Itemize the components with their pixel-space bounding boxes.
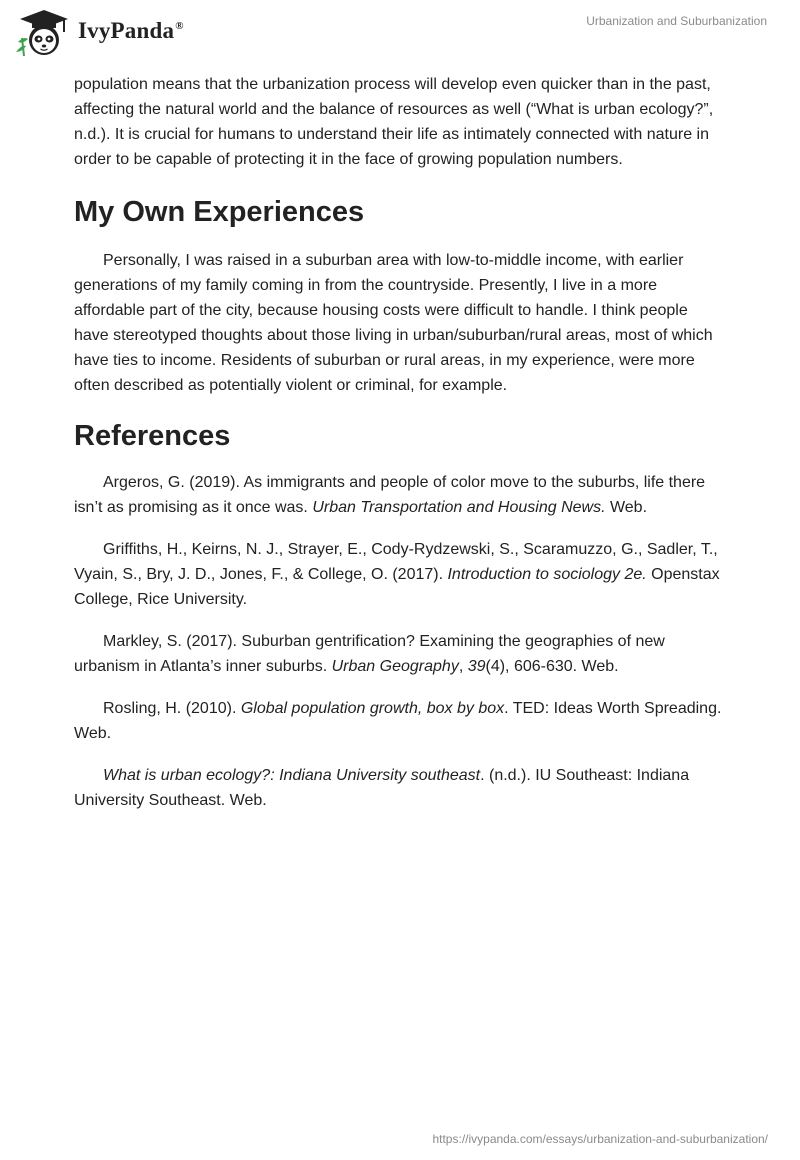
ivypanda-logo[interactable]: [14, 8, 204, 58]
brand-text: IvyPanda: [78, 18, 175, 43]
source-url-link[interactable]: https://ivypanda.com/essays/urbanization-and-suburbanization/: [432, 1132, 768, 1146]
panda-graduate-icon: [14, 8, 74, 58]
page-header: [0, 0, 800, 66]
ref-text: Griffiths, H., Keirns, N. J., Strayer, E., Cody-Rydzewski, S., Scaramuzzo, G., Sadler, T., Vyain, S., Bry, J. D., Jones, F., & College, O. (2017).: [74, 541, 718, 583]
ref-source-title: Urban Transportation and Housing News.: [312, 499, 606, 516]
reference-markley: [74, 629, 724, 679]
running-title: Urbanization and Suburbanization: [586, 14, 767, 28]
essay-content: [74, 72, 724, 830]
ref-text: Argeros, G. (2019). As immigrants and people of color move to the suburbs, life there isn’t as promising as it once was.: [74, 474, 706, 516]
reference-griffiths: [74, 537, 724, 612]
ref-source-title: Introduction to sociology 2e.: [447, 566, 647, 583]
ref-tail: (4), 606-630. Web.: [485, 658, 619, 675]
ref-separator: ,: [458, 658, 468, 675]
registered-mark: ®: [175, 20, 184, 33]
intro-paragraph: population means that the urbanization process will develop even quicker than in the past, affecting the natural world and the balance of resources as well (“What is urban ecology?”, n.d.). It is crucial for humans to understand their life as intimately connected with nature in order to be capable of protecting it in the face of growing population numbers.: [74, 76, 714, 168]
brand-name: [78, 18, 184, 44]
reference-rosling: [74, 696, 724, 746]
ref-source-title: What is urban ecology?: Indiana University southeast: [103, 767, 481, 784]
ref-tail: . (n.d.). IU Southeast: Indiana University Southeast. Web.: [74, 767, 690, 809]
reference-urban-ecology: [74, 763, 724, 813]
ref-text: Rosling, H. (2010).: [103, 700, 241, 717]
ref-source-title: Urban Geography: [331, 658, 459, 675]
heading-my-own-experiences: My Own Experiences: [74, 196, 365, 228]
ref-volume: 39: [467, 658, 486, 675]
reference-argeros: [74, 470, 724, 520]
ref-tail: . TED: Ideas Worth Spreading. Web.: [74, 700, 722, 742]
ref-text: Markley, S. (2017). Suburban gentrification? Examining the geographies of new urbanism in Atlanta’s inner suburbs.: [74, 633, 665, 675]
experiences-paragraph: Personally, I was raised in a suburban area with low-to-middle income, with earlier generations of my family coming in from the countryside. Presently, I live in a more affordable part of the city, because housing costs were difficult to handle. I think people have stereotyped thoughts about those living in urban/suburban/rural areas, most of which have ties to income. Residents of suburban or rural areas, in my experience, were more often described as potentially violent or criminal, for example.: [74, 252, 713, 394]
ref-tail: Web.: [605, 499, 648, 516]
ref-source-title: Global population growth, box by box: [240, 700, 505, 717]
ref-tail: Openstax College, Rice University.: [74, 566, 720, 608]
heading-references: References: [74, 420, 231, 452]
